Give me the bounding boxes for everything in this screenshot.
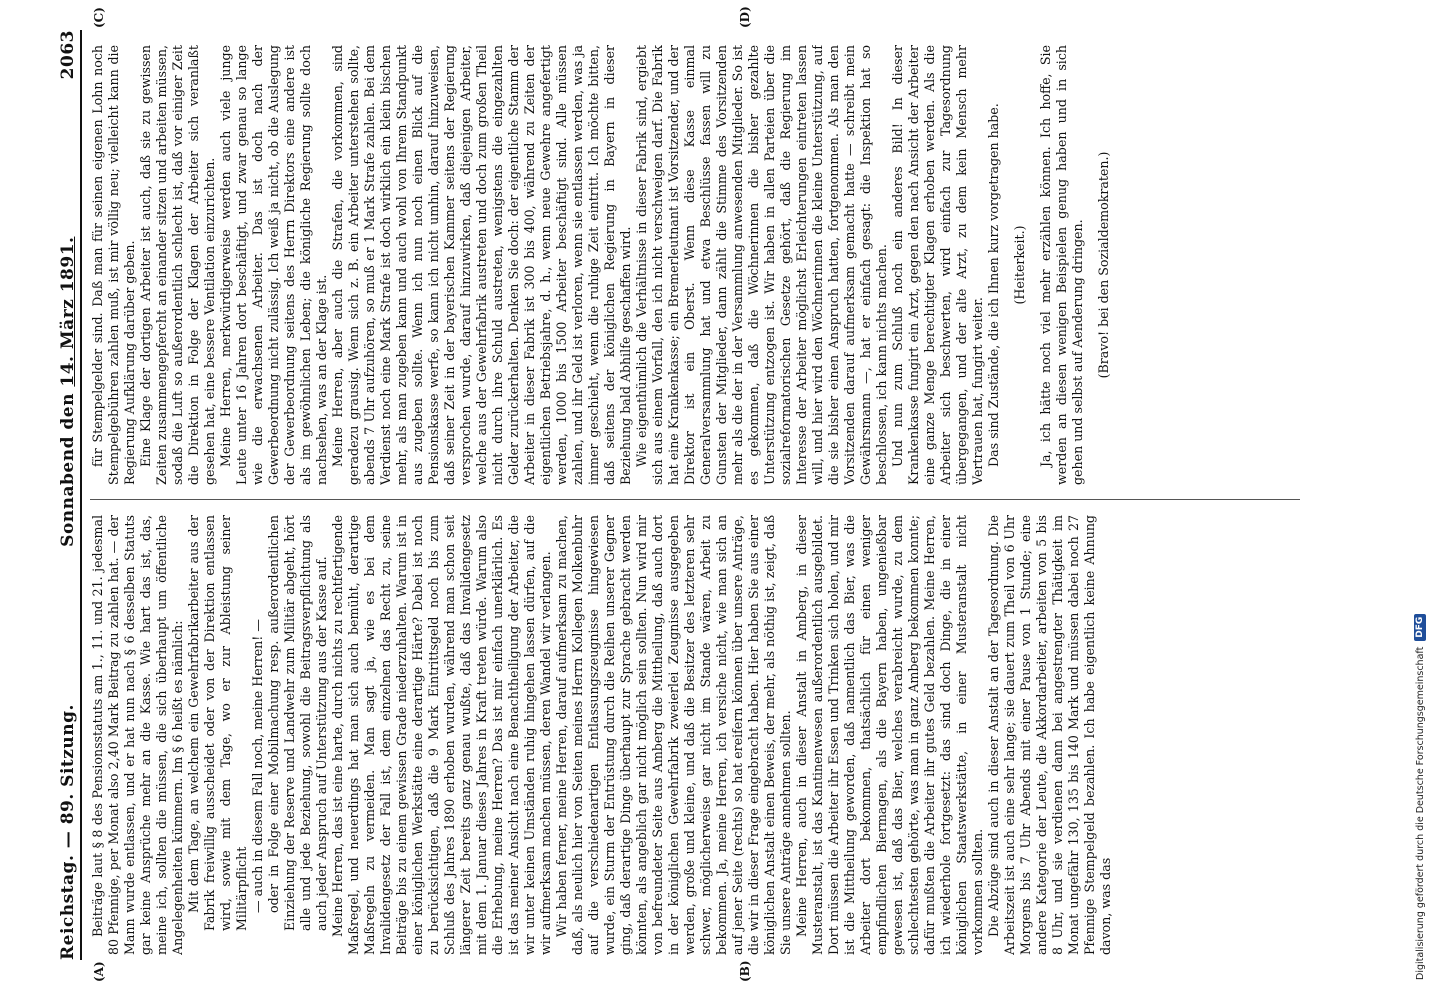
quoted-statute-paragraph: Mit dem Tage, an welchem ein Gewehrfabrikarbeiter aus der Fabrik freiwillig ausscheidet oder von der Direktion entlassen wird, sowie mit dem Tage, wo er zur Ableistung seiner Militärpflicht	[186, 515, 249, 931]
header-date-line	[58, 79, 78, 704]
paragraph: Wir haben ferner, meine Herren, darauf aufmerksam zu machen, daß, als neulich hier von Seiten meines Herrn Kollegen Molkenbuhr auf die verschiedenartigen Entlassungszeugnisse hingewiesen wurde, ein Sturm der Entrüstung durch die Reihen unserer Gegner ging, daß derartige Dinge überhaupt zur Sprache gebracht werden könnten, als angeblich gar nicht möglich sein sollten. Nun wird mir von befreundeter Seite aus Amberg die Mittheilung, daß auch dort in der königlichen Gewehrfabrik zweierlei Zeugnisse ausgegeben werden, große und kleine, und daß die Besitzer des letzteren sehr schwer, möglicherweise gar nicht im Stande wären, Arbeit zu bekommen. Ja, meine Herren, ich versiche nicht, wie man sich an auf jener Seite (rechts) so hat ereifern können über unsere Anträge, die wir in dieser Frage eingebracht haben. Hier haben Sie aus einer königlichen Anstalt einen Beweis, der mehr, als nöthig ist, zeigt, daß Sie unsere Anträge annehmen sollten.	[554, 515, 793, 955]
paragraph: Eine Klage der dortigen Arbeiter ist auch, daß sie zu gewissen Zeiten zusammengepfercht an einander sitzen und arbeiten müssen, sodaß die Luft so außerordentlich schlecht ist, daß vor einiger Zeit die Direktion in Folge der Klagen der Arbeiter sich veranlaßt gesehen hat, eine bessere Ventilation einzurichten.	[138, 45, 217, 485]
header-date: 14. März 1891.	[58, 236, 78, 387]
digitization-credit	[1410, 20, 1430, 980]
margin-marker-c: (C)	[92, 7, 106, 28]
paragraph: Beiträge laut § 8 des Pensionsstatuts am 1., 11. und 21. jedesmal 80 Pfennige, per Monat also 2,40 Mark Beitrag zu zahlen hat. — der Mann wurde entlassen, und er hat nun nach § 6 desselben Statuts gar keine Ansprüche mehr an die Kasse. Wie hart das ist, das, meine ich, sollten die müssen, die sich überhaupt um öffentliche Angelegenheiten kümmern. Im § 6 heißt es nämlich:	[90, 515, 185, 955]
paragraph: Wie eigenthümlich die Verhältnisse in dieser Fabrik sind, ergiebt sich aus einem Vorfall, den ich nicht verschweigen darf. Die Fabrik hat eine Krankenkasse; ein Bremerleutnant ist Vorsitzender, und der Direktor ist ein Oberst. Wenn diese Kasse einmal Generalversammlung hat und etwa Beschlüsse fassen will zu Gunsten der Mitglieder, dann zählt die Stimme des Vorsitzenden mehr als die der in der Versammlung anwesenden Mitglieder. So ist es gekommen, daß die Wöchnerinnen die bisher gezahlte Unterstützung entzogen ist. Wir haben in allen Parteien über die sozialreformatorischen Gesetze gehört, daß die Regierung im Interesse der Arbeiter möglichst Erleichterungen eintreten lassen will, und hier wird den Wöchnerinnen die kleine Unterstützung, auf die sie bisher einen Anspruch hatten, fortgenommen. Als man den Vorsitzenden darauf aufmerksam gemacht hatte — schreibt mein Gewährsmann —, hat er einfach gesagt: die Inspektion hat so beschlossen, ich kann nichts machen.	[634, 45, 889, 485]
reaction-note: (Bravo! bei den Sozialdemokraten.)	[1096, 151, 1111, 379]
margin-marker-a: (A)	[92, 961, 106, 982]
paragraph: Meine Herren, auch in dieser Anstalt in Amberg, in dieser Musteranstalt, ist das Kantinenwesen außerordentlich ausgebildet. Dort müssen die Arbeiter ihr Essen und Trinken sich holen, und mir ist die Mittheilung geworden, daß namentlich das Bier, was die Arbeiter dort bekommen, thatsächlich für einen weniger empfindlichen Biermagen, als die Bayern haben, ungenießbar gewesen ist, daß das Bier, welches verabreicht wurde, zu dem schlechtesten gehörte, was man in ganz Amberg bekommen konnte; dafür mußten die Arbeiter ihr gutes Geld bezahlen. Meine Herren, ich wiederhole fortgesetzt: das sind doch Dinge, die in einer königlichen Staatswerkstätte, in einer Musteranstalt nicht vorkommen sollten.	[794, 515, 985, 955]
dfg-logo: DFG	[1414, 614, 1426, 641]
header-session-title: Reichstag. — 89. Sitzung.	[58, 704, 78, 960]
paragraph: Meine Herren, das ist eine harte, durch nichts zu rechtfertigende Maßregel, und neuerdings hat man sich auch bemüht, derartige Maßregeln zu vermeiden. Man sagt ja, wie es bei dem Invalidengesetz der Fall ist, dem einzelnen das Recht zu, seine Beiträge bis zu einem gewissen Grade niederzuhalten. Warum ist in einer königlichen Werkstätte eine derartige Härte? Dabei ist noch zu berücksichtigen, daß die 9 Mark Eintrittsgeld noch bis zum Schluß des Jahres 1890 erhoben wurden, während man schon seit längerer Zeit bereits ganz genau wußte, daß das Invalidengesetz mit dem 1. Januar dieses Jahres in Kraft treten würde. Warum also die Erhebung, meine Herren? Das ist mir einfach unerklärlich. Es ist das meiner Ansicht nach eine Benachtheiligung der Arbeiter, die wir unter keinen Umständen ruhig hingehen lassen dürfen, auf die wir aufmerksam machen müssen, deren Wandel wir verlangen.	[330, 515, 553, 955]
digitization-credit-text: Digitalisierung gefördert durch die Deutsche Forschungsgemeinschaft	[1414, 646, 1426, 980]
paragraph: Die Abzüge sind auch in dieser Anstalt an der Tagesordnung. Die Arbeitszeit ist auch eine sehr lange; sie dauert zum Theil von 6 Uhr Morgens bis 7 Uhr Abends mit einer Pause von 1 Stunde; eine andere Kategorie der Leute, die Akkordarbeiter, arbeiten von 5 bis 8 Uhr, und sie verdienen dann bei angestrengter Thätigkeit im Monat ungefähr 130, 135 bis 140 Mark und müssen dabei noch 27 Pfennige Stempelgeld bezahlen. Ich habe eigentlich keine Ahnung davon, was das	[986, 515, 1113, 955]
margin-marker-d: (D)	[738, 6, 752, 28]
paragraph: Und nun zum Schluß noch ein anderes Bild! In dieser Krankenkasse fungirt ein Arzt, gegen den nach Ansicht der Arbeiter eine ganze Menge berechtigter Klagen erhoben werden. Als die Arbeiter sich beschwerten, wird einfach zur Tagesordnung übergegangen, und der alte Arzt, zu dem kein Mensch mehr Vertrauen hat, fungirt weiter.	[890, 45, 985, 485]
header-date-prefix: Sonnabend den	[58, 393, 78, 547]
quoted-statute-paragraph: oder in Folge einer Mobilmachung resp. außerordentlichen Einziehung der Reserve und Landwehr zum Militär abgeht, hört alle und jede Beziehung, sowohl die Beitragsverpflichtung als auch jeder Anspruch auf Unterstützung aus der Kasse auf.	[266, 515, 329, 931]
margin-marker-b: (B)	[738, 960, 752, 982]
left-text-column	[90, 515, 1300, 955]
paragraph: Ja, ich hätte noch viel mehr erzählen können. Ich hoffe, Sie werden an diesen wenigen Beispielen genug haben und in sich gehen und selbst auf Aenderung dringen.	[1038, 45, 1085, 485]
column-divider	[90, 499, 1300, 500]
paragraph: Meine Herren, aber auch die Strafen, die vorkommen, sind geradezu grausig. Wenn sich z. B. ein Arbeiter unterstehen sollte, abends 7 Uhr aufzuhören, so muß er 1 Mark Strafe zahlen. Bei dem Verdienst noch eine Mark Strafe ist doch wirklich ein klein bischen mehr, als man zugeben kann und auch wohl von Ihrem Standpunkt aus zugeben sollte. Wenn ich nun noch einen Blick auf die Pensionskasse werfe, so kann ich nicht umhin, darauf hinzuweisen, daß seiner Zeit in der bayerischen Kammer seitens der Regierung versprochen wurde, darauf hinzuwirken, daß diejenigen Arbeiter, welche aus der Gewehrfabrik austreten und doch zum großen Theil nicht durch ihre Schuld austreten, wenigstens die eingezahlten Gelder zurückerhalten. Denken Sie doch: der eigentliche Stamm der Arbeiter in dieser Fabrik ist 300 bis 400, während zu Zeiten der eigentlichen Betriebsjahre, d. h., wenn neue Gewehre angefertigt werden, 1000 bis 1500 Arbeiter beschäftigt sind. Alle müssen zahlen, und ihr Geld ist verloren, wenn sie entlassen werden, was ja immer geschieht, wenn die ruhige Zeit eintritt. Ich möchte bitten, daß seitens der königlichen Regierung in Bayern in dieser Beziehung bald Abhilfe geschaffen wird.	[330, 45, 633, 485]
paragraph: Meine Herren, merkwürdigerweise werden auch viele junge Leute unter 16 Jahren dort beschäftigt, und zwar genau so lange wie die erwachsenen Arbeiter. Das ist doch nach der Gewerbeordnung nicht zulässig. Ich weiß ja nicht, ob die Auslegung der Gewerbeordnung seitens des Herrn Direktors eine andere ist als im gewöhnlichen Leben; die königliche Regierung sollte doch nachsehen, was an der Klage ist.	[218, 45, 329, 485]
right-text-column	[90, 45, 1300, 485]
paragraph: für Stempelgelder sind. Daß man für seinen eigenen Lohn noch Stempelgebühren zahlen muß, ist mir völlig neu; vielleicht kann die Regierung Aufklärung darüber geben.	[90, 45, 137, 485]
header-page-number: 2063	[58, 30, 78, 80]
reaction-note: (Heiterkeit.)	[1012, 225, 1027, 305]
paragraph: Das sind Zustände, die ich Ihnen kurz vorgetragen habe.	[986, 103, 1001, 467]
page-header	[52, 30, 82, 960]
interjection-paragraph: — auch in diesem Fall noch, meine Herren! —	[250, 619, 265, 913]
